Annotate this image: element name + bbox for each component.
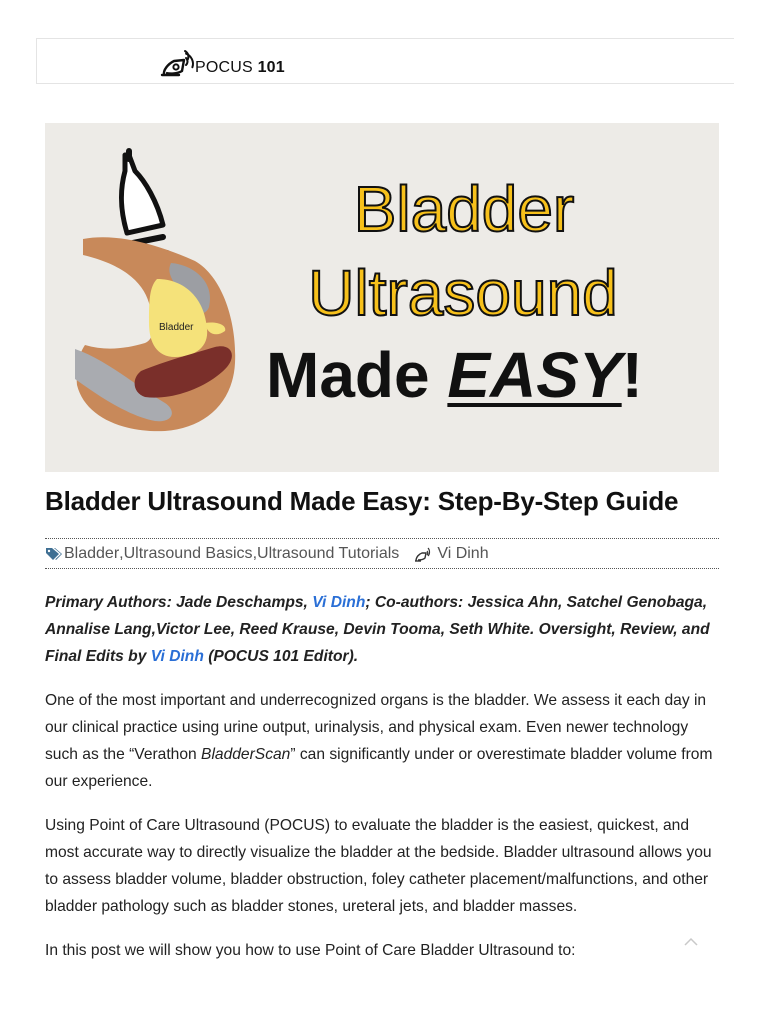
author-icon xyxy=(413,545,431,563)
category-link-ultrasound-basics[interactable]: Ultrasound Basics xyxy=(123,544,253,562)
pocus-paragraph: Using Point of Care Ultrasound (POCUS) to evaluate the bladder is the easiest, quickest, and most accurate way to directly visualize the bladder at the bedside. Bladder ultrasound allows you to assess bladder volume, bladder obstruction, foley catheter placement/malfunctions, and other bladder pathology such as bladder stones, ureteral jets, and bladder masses. xyxy=(45,817,712,915)
post-meta xyxy=(45,538,719,569)
site-header xyxy=(36,38,734,84)
list-intro-paragraph: In this post we will show you how to use Point of Care Bladder Ultrasound to: xyxy=(45,942,576,959)
category-link-ultrasound-tutorials[interactable]: Ultrasound Tutorials xyxy=(257,544,400,562)
intro-paragraph: One of the most important and underrecognized organs is the bladder. We assess it each day in our clinical practice using urine output, urinalysis, and physical exam. Even newer technology such as the “Verathon BladderScan” can significantly under or overestimate bladder volume from our experience. xyxy=(45,692,713,790)
category-link-bladder[interactable]: Bladder xyxy=(64,544,120,562)
author-link[interactable]: Vi Dinh xyxy=(437,544,489,562)
chevron-up-icon[interactable] xyxy=(682,934,700,950)
logo-text: POCUS 101 xyxy=(195,59,285,76)
ultrasound-probe-icon xyxy=(159,46,197,80)
site-logo[interactable] xyxy=(159,45,285,81)
hero-line-2: Ultrasound xyxy=(308,257,618,329)
hero-image xyxy=(45,123,719,472)
category-separator: , xyxy=(119,544,124,562)
tags-icon xyxy=(45,547,62,561)
hero-emphasis: EASY xyxy=(447,339,622,411)
author-link-vi-dinh-editor[interactable]: Vi Dinh xyxy=(150,648,204,665)
hero-line-1: Bladder xyxy=(353,173,575,245)
authors-paragraph: Primary Authors: Jade Deschamps, Vi Dinh; Co-authors: Jessica Ahn, Satchel Genobaga, Annalise Lang,Victor Lee, Reed Krause, Devin Tooma, Seth White. Oversight, Review, and Final Edits by Vi Dinh (POCUS 101 Editor). xyxy=(45,594,710,665)
hero-line-3: Made EASY! xyxy=(266,339,643,411)
author-link-vi-dinh[interactable]: Vi Dinh xyxy=(312,594,366,611)
category-separator: , xyxy=(252,544,258,562)
article-title: Bladder Ultrasound Made Easy: Step-By-Step Guide xyxy=(45,486,679,516)
organ-label: Bladder xyxy=(159,322,194,333)
